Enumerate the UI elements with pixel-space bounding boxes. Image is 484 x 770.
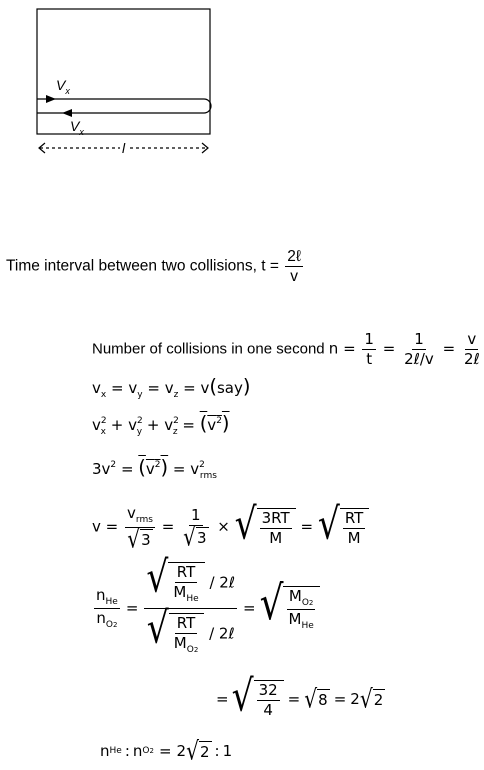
collisions-line: Number of collisions in one second n = $\frac{1}{t}$ = $\frac{1}{\text{2ℓ/v}}$ = $\frac{v}{\text{2ℓ}}$ [92,330,480,368]
equation-components: $v_x = v_y = v_z = v(say)$ [92,375,251,400]
equation-squares: $v^2_x + v^2_y + v^2_z = (v^2)$ [92,412,230,437]
container-box [37,9,210,134]
arrow-right-icon [46,95,56,103]
time-interval-text: Time interval between two collisions, t = [6,257,284,275]
equation-rms: $3v^2 = (v^2) = v^2_{rms}$ [92,456,217,481]
equation-value: = √ $\frac{32}{4}$ = √ 8 = 2 √ 2 [216,671,384,722]
length-label: l [122,140,126,156]
equation-v: v = $v_{rms}$ √ 3 = 1 √ 3 × √ $\frac{3RT}{M}$ = √ $\frac{RT}{M}$ [92,505,369,549]
equation-ratio: $\frac{n_{He}}{n_{O2}}$ = √ $\frac{RT}{M_{He}}$ / 2ℓ √ $\frac{RT}{M_{O2}}$ / 2ℓ = √ $\frac{M_{O2}}{M_{He}}$ [92,562,320,656]
arrow-left-icon [62,109,72,117]
molecule-path [37,99,211,113]
equation-final: n He : n O2 = 2 √ 2 : 1 [100,735,233,766]
time-interval-line: Time interval between two collisions, t = $\frac{\text{2ℓ}}{v}$ [6,248,301,286]
velocity-top-label: $V_x$ [56,77,70,96]
collisions-text: Number of collisions in one second [92,340,329,358]
velocity-bottom-label: $V_x$ [70,118,84,137]
